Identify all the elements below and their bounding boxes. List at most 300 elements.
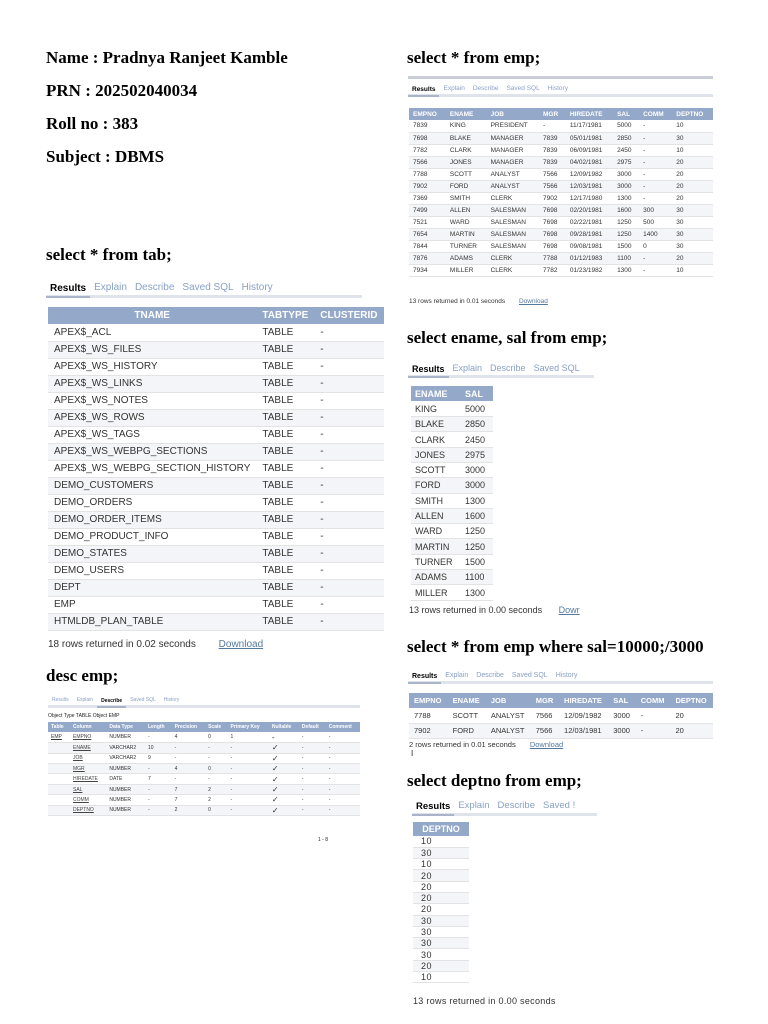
- table-cell: SALESMAN: [487, 216, 539, 228]
- cropped-edge: [408, 76, 713, 79]
- table-cell: TABLE: [256, 392, 314, 409]
- table-row: [48, 795, 360, 805]
- rows-returned-text: 2 rows returned in 0.01 seconds: [409, 740, 516, 749]
- table-cell: -: [145, 732, 172, 742]
- column-header[interactable]: COMM: [639, 108, 672, 120]
- table-cell: MARTIN: [411, 539, 461, 554]
- tab-results[interactable]: Results: [52, 697, 69, 703]
- query-tab-tabbar: [46, 276, 362, 298]
- column-header[interactable]: Table: [48, 722, 70, 732]
- table-cell: DEMO_CUSTOMERS: [48, 477, 256, 494]
- table-cell: CLARK: [411, 432, 461, 447]
- rows-returned-text: 13 rows returned in 0.01 seconds: [409, 298, 506, 305]
- table-cell: TABLE: [256, 460, 314, 477]
- table-cell: ANALYST: [487, 168, 539, 180]
- table-cell: ✓: [269, 753, 299, 763]
- table-cell: 7934: [409, 264, 446, 276]
- table-cell: TURNER: [411, 554, 461, 569]
- download-link[interactable]: Dowr: [558, 605, 580, 615]
- table-cell: 12/03/1981: [559, 723, 608, 738]
- table-cell: 10: [672, 144, 713, 156]
- table-row: [411, 493, 493, 508]
- table-row: [411, 462, 493, 477]
- table-cell: APEX$_ACL: [48, 324, 256, 341]
- table-cell: 7782: [409, 144, 446, 156]
- table-cell: 10: [413, 859, 469, 870]
- table-cell: BLAKE: [446, 132, 487, 144]
- column-header[interactable]: Default: [299, 722, 326, 732]
- table-cell: DEMO_ORDER_ITEMS: [48, 511, 256, 528]
- table-cell: 04/02/1981: [566, 156, 613, 168]
- table-cell: 20: [672, 156, 713, 168]
- tab-describe[interactable]: Describe: [134, 282, 175, 293]
- table-cell: 1300: [613, 192, 639, 204]
- table-cell: FORD: [446, 180, 487, 192]
- table-cell: -: [228, 784, 269, 794]
- table-cell: 500: [639, 216, 672, 228]
- table-cell: -: [314, 409, 383, 426]
- table-cell: 0: [639, 240, 672, 252]
- ename-results-footer: [409, 605, 580, 615]
- table-cell: SAL: [70, 784, 106, 794]
- describe-table: [48, 722, 360, 816]
- table-cell: 01/12/1983: [566, 252, 613, 264]
- table-cell: 02/20/1981: [566, 204, 613, 216]
- tab-results[interactable]: Results: [408, 86, 439, 97]
- table-row: [48, 494, 384, 511]
- table-cell: SCOTT: [446, 168, 487, 180]
- column-header[interactable]: HIREDATE: [566, 108, 613, 120]
- column-header[interactable]: JOB: [487, 108, 539, 120]
- table-cell: MGR: [70, 764, 106, 774]
- table-cell: ✓: [269, 743, 299, 753]
- column-header[interactable]: Nullable: [269, 722, 299, 732]
- tab-results[interactable]: Results: [408, 364, 449, 378]
- table-cell: 10: [672, 120, 713, 132]
- table-cell: 0: [205, 805, 227, 815]
- table-cell: 7698: [539, 216, 566, 228]
- table-row: [413, 960, 469, 971]
- table-cell: MILLER: [446, 264, 487, 276]
- table-cell: [48, 774, 70, 784]
- table-row: [48, 753, 360, 763]
- tab-results[interactable]: Results: [46, 283, 90, 298]
- rows-returned-text: 13 rows returned in 0.00 seconds: [409, 605, 543, 615]
- column-header[interactable]: ENAME: [446, 108, 487, 120]
- table-cell: APEX$_WS_TAGS: [48, 426, 256, 443]
- ename-tabbar: [408, 360, 594, 378]
- table-row: [411, 447, 493, 462]
- table-cell: -: [639, 192, 672, 204]
- table-cell: NUMBER: [106, 795, 145, 805]
- table-row: [48, 596, 384, 613]
- table-cell: SALESMAN: [487, 240, 539, 252]
- table-cell: TABLE: [256, 528, 314, 545]
- table-row: [413, 938, 469, 949]
- table-cell: 2975: [461, 447, 493, 462]
- table-cell: ANALYST: [486, 708, 531, 723]
- table-cell: -: [326, 753, 360, 763]
- table-cell: CLERK: [487, 192, 539, 204]
- column-header[interactable]: MGR: [539, 108, 566, 120]
- table-cell: 3000: [608, 723, 635, 738]
- table-row: [413, 881, 469, 892]
- download-link[interactable]: Download: [518, 298, 548, 305]
- column-header[interactable]: Scale: [205, 722, 227, 732]
- table-cell: -: [314, 596, 383, 613]
- tab-explain[interactable]: Explain: [452, 363, 483, 373]
- desc-tabbar: [48, 697, 360, 708]
- table-cell: 30: [413, 938, 469, 949]
- table-cell: TURNER: [446, 240, 487, 252]
- table-cell: DEMO_PRODUCT_INFO: [48, 528, 256, 545]
- table-cell: -: [539, 120, 566, 132]
- table-cell: -: [228, 805, 269, 815]
- table-cell: -: [314, 579, 383, 596]
- tab-explain[interactable]: Explain: [458, 800, 490, 811]
- table-cell: 5000: [461, 401, 493, 416]
- table-cell: [48, 743, 70, 753]
- table-cell: -: [145, 784, 172, 794]
- table-cell: 1: [228, 732, 269, 742]
- table-row: [48, 743, 360, 753]
- table-cell: 1300: [613, 264, 639, 276]
- table-cell: -: [299, 764, 326, 774]
- table-cell: TABLE: [256, 596, 314, 613]
- table-cell: WARD: [446, 216, 487, 228]
- table-cell: 1100: [461, 570, 493, 585]
- table-cell: 20: [413, 870, 469, 881]
- column-header[interactable]: HIREDATE: [559, 693, 608, 708]
- table-cell: 300: [639, 204, 672, 216]
- table-cell: -: [145, 764, 172, 774]
- column-header[interactable]: Column: [70, 722, 106, 732]
- table-cell: 06/09/1981: [566, 144, 613, 156]
- tab-describe[interactable]: Describe: [472, 85, 499, 92]
- table-cell: APEX$_WS_WEBPG_SECTIONS: [48, 443, 256, 460]
- table-cell: SCOTT: [411, 462, 461, 477]
- tab-results-footer: [48, 639, 263, 650]
- table-cell: 1500: [461, 554, 493, 569]
- table-cell: JOB: [70, 753, 106, 763]
- column-header[interactable]: DEPTNO: [413, 822, 469, 836]
- table-row: [411, 401, 493, 416]
- table-cell: MANAGER: [487, 132, 539, 144]
- table-cell: 2850: [461, 417, 493, 432]
- table-cell: -: [205, 743, 227, 753]
- table-row: [411, 524, 493, 539]
- table-row: [413, 926, 469, 937]
- table-cell: -: [172, 753, 206, 763]
- table-cell: ADAMS: [411, 570, 461, 585]
- table-cell: DEMO_STATES: [48, 545, 256, 562]
- table-cell: EMPNO: [70, 732, 106, 742]
- table-cell: -: [205, 774, 227, 784]
- table-row: [413, 972, 469, 983]
- column-header[interactable]: JOB: [486, 693, 531, 708]
- table-cell: -: [636, 723, 671, 738]
- table-cell: TABLE: [256, 443, 314, 460]
- table-cell: TABLE: [256, 477, 314, 494]
- table-row: [413, 915, 469, 926]
- table-cell: 2450: [461, 432, 493, 447]
- table-cell: ENAME: [70, 743, 106, 753]
- table-row: [413, 892, 469, 903]
- table-cell: 7566: [539, 180, 566, 192]
- table-cell: TABLE: [256, 375, 314, 392]
- table-cell: NUMBER: [106, 805, 145, 815]
- tab-saved-sql[interactable]: Saved SQL: [130, 697, 156, 703]
- tab-saved-sql[interactable]: Saved !: [543, 800, 576, 811]
- table-row: [48, 341, 384, 358]
- column-header[interactable]: ENAME: [411, 386, 461, 401]
- table-cell: ✓: [269, 784, 299, 794]
- column-header[interactable]: DEPTNO: [670, 693, 713, 708]
- column-header[interactable]: Precision: [172, 722, 206, 732]
- table-cell: TABLE: [256, 341, 314, 358]
- table-row: [409, 708, 713, 723]
- tab-explain[interactable]: Explain: [443, 85, 465, 92]
- tab-history[interactable]: History: [163, 697, 180, 703]
- column-header[interactable]: TNAME: [48, 307, 256, 324]
- table-cell: ALLEN: [411, 508, 461, 523]
- table-cell: -: [326, 764, 360, 774]
- table-row: [48, 562, 384, 579]
- tab-describe[interactable]: Describe: [490, 363, 526, 373]
- table-cell: 7369: [409, 192, 446, 204]
- table-cell: 20: [670, 723, 713, 738]
- table-cell: -: [145, 795, 172, 805]
- download-link[interactable]: Download: [529, 740, 564, 749]
- table-cell: 7902: [409, 723, 448, 738]
- table-cell: VARCHAR2: [106, 753, 145, 763]
- table-cell: 30: [672, 204, 713, 216]
- column-header[interactable]: TABTYPE: [256, 307, 314, 324]
- tab-history[interactable]: History: [241, 282, 273, 293]
- table-cell: 3000: [613, 180, 639, 192]
- table-cell: 1250: [461, 539, 493, 554]
- table-row: [411, 539, 493, 554]
- table-cell: 2450: [613, 144, 639, 156]
- table-row: [409, 264, 713, 276]
- table-cell: 7788: [539, 252, 566, 264]
- table-cell: 11/17/1981: [566, 120, 613, 132]
- table-cell: 20: [413, 904, 469, 915]
- table-cell: [48, 795, 70, 805]
- column-header[interactable]: Length: [145, 722, 172, 732]
- table-cell: -: [314, 477, 383, 494]
- tab-saved-sql[interactable]: Saved SQL: [506, 85, 540, 92]
- table-cell: 9: [145, 753, 172, 763]
- table-row: [409, 228, 713, 240]
- table-row: [48, 579, 384, 596]
- tab-results-table: [48, 307, 384, 631]
- table-cell: CLERK: [487, 252, 539, 264]
- table-cell: -: [639, 156, 672, 168]
- tab-history[interactable]: History: [547, 85, 568, 92]
- table-cell: [48, 753, 70, 763]
- table-cell: COMM: [70, 795, 106, 805]
- table-cell: 20: [672, 252, 713, 264]
- table-row: [409, 120, 713, 132]
- table-cell: 7788: [409, 708, 448, 723]
- table-cell: -: [639, 180, 672, 192]
- table-row: [48, 732, 360, 742]
- table-row: [409, 132, 713, 144]
- table-row: [411, 585, 493, 600]
- table-cell: [48, 784, 70, 794]
- table-row: [411, 417, 493, 432]
- table-cell: 7902: [409, 180, 446, 192]
- table-cell: 7782: [539, 264, 566, 276]
- table-row: [411, 554, 493, 569]
- table-cell: APEX$_WS_FILES: [48, 341, 256, 358]
- table-row: [48, 545, 384, 562]
- column-header[interactable]: Primary Key: [228, 722, 269, 732]
- table-row: [411, 478, 493, 493]
- table-cell: APEX$_WS_NOTES: [48, 392, 256, 409]
- table-cell: -: [299, 805, 326, 815]
- table-cell: DEMO_USERS: [48, 562, 256, 579]
- table-cell: -: [299, 774, 326, 784]
- table-cell: NUMBER: [106, 732, 145, 742]
- table-row: [48, 375, 384, 392]
- table-cell: -: [314, 528, 383, 545]
- table-cell: 2: [172, 805, 206, 815]
- table-cell: TABLE: [256, 324, 314, 341]
- table-cell: 20: [672, 192, 713, 204]
- tab-results[interactable]: Results: [408, 673, 441, 684]
- column-header[interactable]: EMPNO: [409, 693, 448, 708]
- table-cell: APEX$_WS_ROWS: [48, 409, 256, 426]
- table-cell: -: [314, 511, 383, 528]
- table-cell: -: [314, 426, 383, 443]
- table-cell: TABLE: [256, 545, 314, 562]
- table-cell: PRESIDENT: [487, 120, 539, 132]
- table-cell: -: [228, 753, 269, 763]
- table-cell: 1600: [613, 204, 639, 216]
- table-row: [48, 426, 384, 443]
- pager-text: 1 - 8: [318, 837, 329, 843]
- query-ename-heading: select ename, sal from emp;: [407, 328, 608, 347]
- table-cell: -: [639, 264, 672, 276]
- column-header[interactable]: DEPTNO: [672, 108, 713, 120]
- table-cell: -: [228, 743, 269, 753]
- table-cell: 20: [672, 180, 713, 192]
- column-header[interactable]: CLUSTERID: [314, 307, 383, 324]
- table-cell: NUMBER: [106, 764, 145, 774]
- tab-explain[interactable]: Explain: [76, 697, 94, 703]
- table-cell: DEPT: [48, 579, 256, 596]
- table-row: [48, 409, 384, 426]
- table-row: [48, 613, 384, 630]
- table-cell: 7566: [539, 168, 566, 180]
- table-cell: 0: [205, 764, 227, 774]
- column-header[interactable]: SAL: [608, 693, 635, 708]
- table-cell: 7698: [409, 132, 446, 144]
- column-header[interactable]: Comment: [326, 722, 360, 732]
- table-cell: 2: [205, 784, 227, 794]
- table-row: [409, 192, 713, 204]
- table-row: [48, 528, 384, 545]
- table-cell: 2: [205, 795, 227, 805]
- table-cell: 09/08/1981: [566, 240, 613, 252]
- download-link[interactable]: Download: [218, 639, 264, 650]
- table-cell: 30: [413, 926, 469, 937]
- table-cell: 10: [413, 836, 469, 847]
- table-cell: 7698: [539, 240, 566, 252]
- tab-saved-sql[interactable]: Saved SQL: [182, 282, 234, 293]
- table-cell: TABLE: [256, 613, 314, 630]
- column-header[interactable]: Data Type: [106, 722, 145, 732]
- tab-describe[interactable]: Describe: [476, 672, 504, 679]
- table-cell: 1600: [461, 508, 493, 523]
- table-cell: 12/09/1982: [559, 708, 608, 723]
- tab-results[interactable]: Results: [412, 801, 454, 816]
- table-cell: SMITH: [411, 493, 461, 508]
- table-cell: 2975: [613, 156, 639, 168]
- student-prn: PRN : 202502040034: [46, 81, 198, 100]
- column-header[interactable]: EMPNO: [409, 108, 446, 120]
- table-cell: -: [326, 774, 360, 784]
- table-cell: 10: [672, 264, 713, 276]
- table-cell: DEMO_ORDERS: [48, 494, 256, 511]
- column-header[interactable]: SAL: [461, 386, 493, 401]
- table-cell: [48, 764, 70, 774]
- table-cell: 20: [413, 881, 469, 892]
- column-header[interactable]: COMM: [636, 693, 671, 708]
- tab-explain[interactable]: Explain: [445, 672, 469, 679]
- column-header[interactable]: MGR: [531, 693, 559, 708]
- table-cell: -: [205, 753, 227, 763]
- table-cell: 12/09/1982: [566, 168, 613, 180]
- table-cell: 7566: [409, 156, 446, 168]
- table-cell: ✓: [269, 774, 299, 784]
- table-cell: 30: [672, 132, 713, 144]
- tab-history[interactable]: History: [555, 672, 578, 679]
- table-cell: MARTIN: [446, 228, 487, 240]
- table-cell: -: [299, 795, 326, 805]
- table-cell: 7566: [531, 708, 559, 723]
- table-cell: -: [314, 494, 383, 511]
- column-header[interactable]: SAL: [613, 108, 639, 120]
- tab-describe[interactable]: Describe: [97, 698, 126, 708]
- table-cell: KING: [446, 120, 487, 132]
- tab-saved-sql[interactable]: Saved SQL: [533, 363, 580, 373]
- table-cell: -: [172, 743, 206, 753]
- table-cell: 7566: [531, 723, 559, 738]
- tab-explain[interactable]: Explain: [94, 282, 127, 293]
- student-subject: Subject : DBMS: [46, 147, 165, 166]
- table-cell: -: [145, 805, 172, 815]
- table-cell: -: [639, 168, 672, 180]
- table-cell: ✓: [269, 764, 299, 774]
- table-cell: 7: [145, 774, 172, 784]
- table-cell: MANAGER: [487, 144, 539, 156]
- table-cell: 3000: [461, 462, 493, 477]
- tab-describe[interactable]: Describe: [497, 800, 535, 811]
- table-row: [48, 358, 384, 375]
- table-row: [409, 168, 713, 180]
- table-cell: 7839: [539, 144, 566, 156]
- tab-saved-sql[interactable]: Saved SQL: [511, 672, 548, 679]
- table-cell: ✓: [269, 795, 299, 805]
- column-header[interactable]: ENAME: [448, 693, 486, 708]
- where-results-table: [409, 693, 713, 739]
- table-cell: 7844: [409, 240, 446, 252]
- table-cell: 1250: [461, 524, 493, 539]
- table-cell: -: [326, 784, 360, 794]
